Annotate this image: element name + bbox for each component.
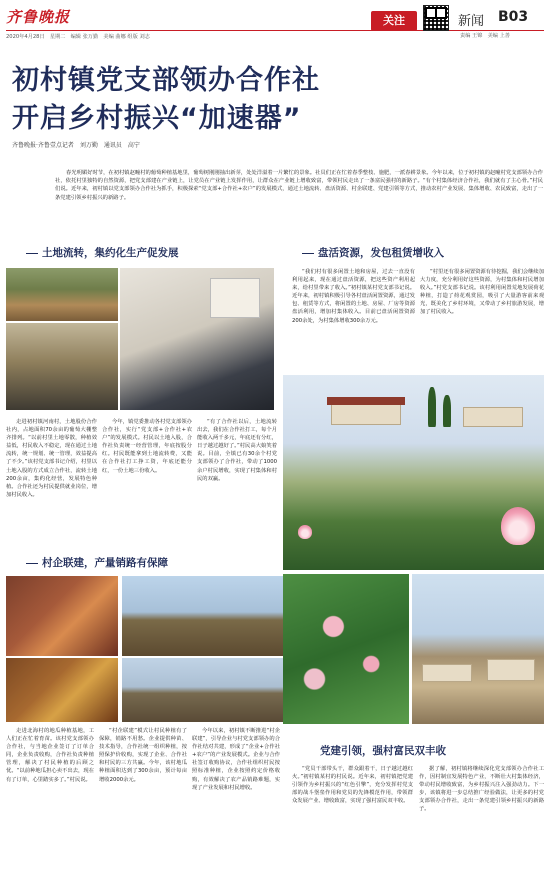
photo-farmers-field: [6, 268, 118, 321]
page-number: B03: [498, 9, 529, 25]
photo-detail-tree: [428, 387, 436, 427]
column-land-1-text: 走进初村镇河南村，土地股份合作社内，占地面积70余亩的葡萄大棚整齐排列。“以前村里土地零散，种植效益低，村民收入不稳定，现在通过土地流转，统一规划、统一管理，效益提高了不少。”该村党支部书记介绍，村里以土地入股的方式成立合作社，流转土地200余亩，集约化经营，发展特色种植。合作社还为村民提供就业岗位，增加村民收入。: [6, 419, 97, 498]
section-header-land: [22, 245, 179, 260]
photo-detail-document: [210, 278, 260, 318]
column-land-1: [6, 418, 97, 540]
section-header-assets-text: 盘活资源，发包租赁增收入: [318, 247, 444, 259]
masthead-divider: [6, 30, 544, 31]
photo-greenhouse-field: [122, 658, 285, 722]
section-header-party: [320, 743, 446, 758]
photo-sweet-potatoes: [6, 576, 118, 656]
column-enterprise-3-text: 今年以来，初村镇不断推进“村企联建”，引导企业与村党支部领办的合作社结对共建，形成了“企业+合作社+农户”的产业发展模式。企业与合作社签订收购协议，合作社组织村民按照标准种植，企业按照约定价格收购，有效解决了农产品销路难题，实现了产业发展和村民增收。: [192, 728, 280, 791]
section-name: 新闻: [458, 14, 485, 29]
dateline: 2020年4月28日 星期二 编辑 张万勤 美编 曲娜 组版 刘志: [6, 34, 150, 40]
column-assets-1-text: “我们村有很多闲置土地和房屋，过去一直没有利用起来，现在通过盘活资源，把这些资产利用起来，给村里带来了收入。”初村镇某村党支部书记说。近年来，初村镇积极引导各村盘活闲置资源，通过发包、租赁等方式，将闲置的土地、房屋、厂房等资源盘活利用，增加村集体收入。目前已盘活闲置资源200余处，为村集体增收300余万元。: [292, 269, 415, 324]
lead-paragraph: 春光明媚好时节，在初村镇赵疃村的葡萄种植基地里，葡萄树刚刚抽出新芽，处处洋溢着一片繁忙的景象。社员们正在忙着春季整枝、施肥，一派春耕景象。今年以来，位于初村镇的赵疃村党支部领办合作社，依托村里独特的自然资源，把党支部建在产业链上，让党员在产业链上发挥作用，让群众在产业链上增收致富，带领村民走出了一条富民强村的新路子。“有个村集体经济合作社，我们就有了主心骨。”村民们说。近年来，初村镇以党支部领办合作社为抓手，积极探索“党支部+合作社+农户”的发展模式，通过土地流转、盘活资源、村企联建、党建引领等方式，推动农村产业发展、集体增收、农民致富，走出了一条党建引领乡村振兴的新路子。: [55, 170, 543, 201]
column-party-1-text: “党员干部带头干，群众跟着干，日子越过越红火。”初村镇某村的村民说。近年来，初村镇把党建引领作为乡村振兴的“红色引擎”，充分发挥村党支部的战斗堡垒作用和党员的先锋模范作用，带领群众发展产业、增收致富，实现了强村富民双丰收。: [292, 766, 413, 805]
column-party-1: [292, 765, 413, 883]
photo-lotus-field: [283, 574, 409, 724]
column-enterprise-1: [6, 727, 94, 882]
editors-line: 责编 王锦 美编 上善: [460, 33, 510, 39]
photo-farmland-workers: [122, 576, 285, 656]
photo-detail-building: [463, 407, 523, 427]
column-enterprise-3: [192, 727, 280, 882]
column-party-2-text: 据了解，初村镇将继续深化党支部领办合作社工作，因村制宜发展特色产业，不断壮大村集体经济，带动村民增收致富，为乡村振兴注入强劲动力。下一步，该镇将进一步总结推广经验做法，让更多的村党支部领办合作社，走出一条党建引领乡村振兴的新路子。: [419, 766, 544, 813]
photo-detail-building: [487, 659, 535, 681]
column-enterprise-2-text: “村企联建”模式让村民种植有了保障，销路不用愁。企业提供种苗、技术指导，合作社统一组织种植，按照保护价收购，实现了企业、合作社和村民的三方共赢。今年，该村地瓜种植面积达到了300余亩，预计每亩增收2000余元。: [99, 728, 187, 783]
photo-worker-kneeling: [6, 323, 118, 410]
column-land-3-text: “有了合作社以后，土地流转出去，我们在合作社打工，每个月能收入两千多元，年底还有分红，日子越过越好了。”村民高大娘笑着说。目前，全镇已有30余个村党支部领办了合作社，带动了1000余户村民增收，实现了村集体和村民的双赢。: [197, 419, 277, 482]
section-header-party-text: 党建引领，强村富民双丰收: [320, 745, 446, 757]
section-header-enterprise: [22, 555, 168, 570]
byline: 齐鲁晚报·齐鲁壹点记者 刘万勤 通讯员 高宁: [12, 142, 140, 149]
column-land-2-text: 今年，镇党委推动各村党支部领办合作社，实行“党支部+合作社+农户”的发展模式。村民以土地入股，合作社负责统一经营管理，年底按股分红。村民既能拿到土地流转费，又能在合作社打工挣工资，年底还能分红，一份土地三份收入。: [102, 419, 192, 474]
column-party-2: [419, 765, 544, 883]
column-land-2: [102, 418, 192, 540]
photo-office-signing: [120, 268, 274, 410]
qr-code-icon[interactable]: [423, 5, 449, 31]
photo-detail-building: [331, 403, 401, 425]
headline-line-2: 开启乡村振兴“加速器”: [12, 103, 302, 134]
section-header-enterprise-text: 村企联建，产量销路有保障: [42, 557, 168, 569]
column-assets-2-text: “村里还有很多闲置资源有待挖掘，我们会继续加大力度，充分利用好这些资源，为村集体和村民增加收入。”村党支部书记说。该村利用闲置荒地发展荷花种植，打造了荷花观赏园，吸引了大量游客前来观光，既美化了乡村环境，又带动了乡村旅游发展，增加了村民收入。: [420, 269, 544, 316]
photo-detail-lotus-flower: [501, 507, 535, 545]
column-land-3: [197, 418, 277, 540]
column-assets-2: [420, 268, 544, 370]
follow-badge[interactable]: 关注: [371, 11, 417, 31]
photo-detail-building: [422, 664, 472, 682]
headline-line-1: 初村镇党支部领办合作社: [12, 65, 320, 96]
section-header-assets: [298, 245, 444, 260]
photo-detail-tree: [443, 395, 451, 427]
newspaper-logo: 齐鲁晚报: [6, 8, 71, 26]
photo-village-lotus-pond: [283, 375, 544, 570]
section-header-land-text: 土地流转，集约化生产促发展: [42, 247, 179, 259]
photo-processing-line: [6, 658, 118, 722]
column-enterprise-2: [99, 727, 187, 882]
column-assets-1: [292, 268, 415, 370]
photo-village-road: [412, 574, 544, 724]
photo-detail-lotus-bud: [298, 525, 312, 539]
photo-detail-roof: [327, 397, 405, 405]
column-enterprise-1-text: 走进北海村的地瓜种植基地，工人们正在忙着育苗。该村党支部领办合作社，与当地企业签订了订单合同，企业负责收购，合作社负责种植管理，解决了村民种植的后顾之忧。“以前种地瓜担心卖不出去，现在有了订单，心里踏实多了。”村民说。: [6, 728, 94, 783]
